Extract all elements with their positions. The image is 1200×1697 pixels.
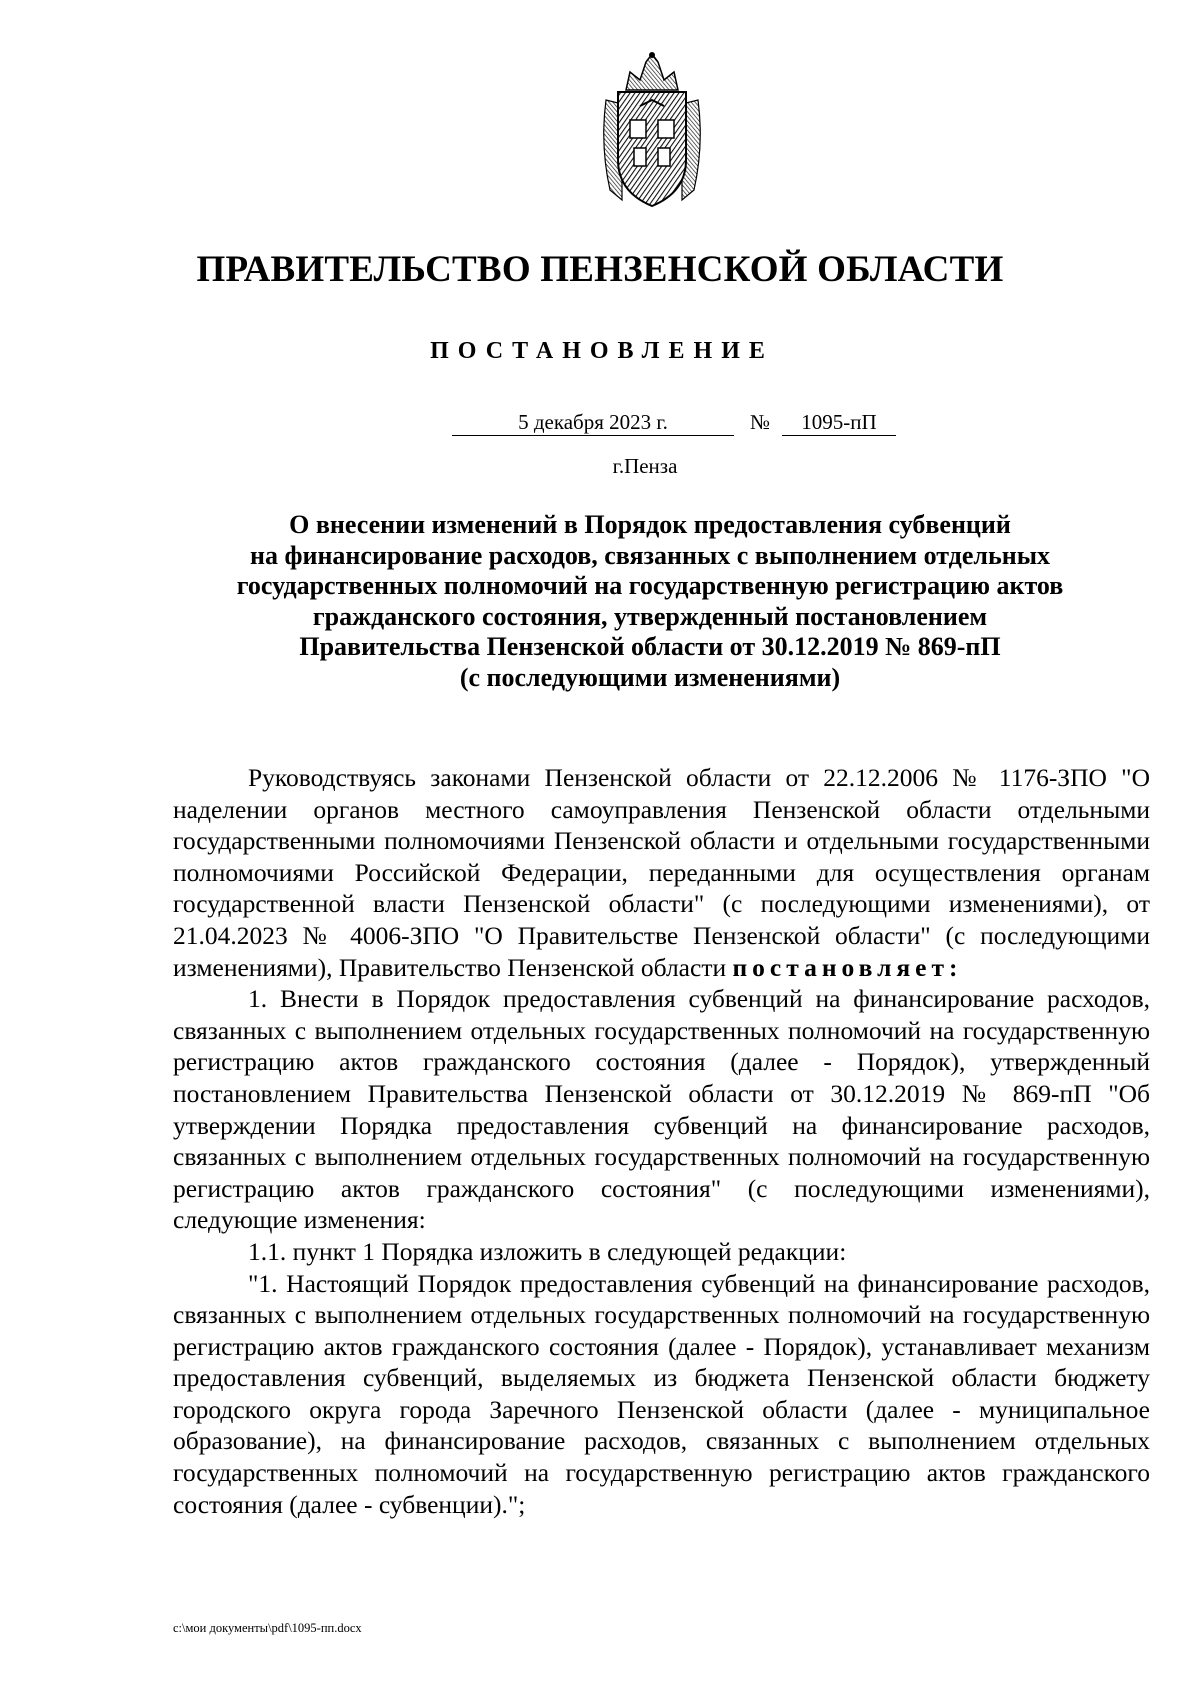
organization-title: ПРАВИТЕЛЬСТВО ПЕНЗЕНСКОЙ ОБЛАСТИ	[196, 249, 1004, 290]
heading-line: О внесении изменений в Порядок предоставления субвенций	[289, 510, 1011, 539]
body-paragraph-item-1: 1. Внести в Порядок предоставления субвенций на финансирование расходов, связанных с выполнением отдельных государственных полномочий на государственную регистрацию актов гражданского состояния (далее - Порядок), утвержденный постановлением Правительства Пензенской области от 30.12.2019 № 869-пП "Об утверждении Порядка предоставления субвенций на финансирование расходов, связанных с выполнением отдельных государственных полномочий на государственную регистрацию актов гражданского состояния" (с последующими изменениями), следующие изменения:	[173, 984, 1150, 1235]
heading-line: Правительства Пензенской области от 30.12.2019 № 869-пП	[299, 632, 1001, 661]
heading-line: государственных полномочий на государственную регистрацию актов	[236, 571, 1064, 600]
number-sign: №	[750, 410, 771, 434]
body-paragraph-item-1-1: 1.1. пункт 1 Порядка изложить в следующей редакции:	[248, 1236, 847, 1266]
heading-line: гражданского состояния, утвержденный постановлением	[312, 601, 988, 631]
document-type: ПОСТАНОВЛЕНИЕ	[430, 338, 774, 364]
heading-line: на финансирование расходов, связанных с выполнением отдельных	[250, 540, 1050, 570]
heading-line: (с последующими изменениями)	[459, 662, 841, 692]
document-number: 1095-пП	[782, 409, 896, 436]
document-body	[173, 762, 1150, 1520]
document-date: 5 декабря 2023 г.	[452, 409, 734, 436]
body-paragraph-quoted: "1. Настоящий Порядок предоставления субвенций на финансирование расходов, связанных с выполнением отдельных государственных полномочий на государственную регистрацию актов гражданского состояния (далее - Порядок), устанавливает механизм предоставления субвенций, выделяемых из бюджета Пензенской области бюджету городского округа города Заречного Пензенской области (далее - муниципальное образование), на финансирование расходов, связанных с выполнением отдельных государственных полномочий на государственную регистрацию актов гражданского состояния (далее - субвенции).";	[173, 1268, 1150, 1519]
footer-file-path: c:\мои документы\pdf\1095-пп.docx	[173, 1621, 362, 1635]
document-city: г.Пенза	[612, 454, 678, 478]
coat-of-arms-icon	[596, 50, 708, 210]
document-heading	[150, 510, 1150, 693]
resolves-keyword: постановляет:	[732, 952, 963, 982]
body-paragraph-preamble	[173, 762, 1150, 983]
preamble-text: Руководствуясь законами Пензенской области от 22.12.2006 № 1176-ЗПО "О наделении органов местного самоуправления Пензенской области отдельными государственными полномочиями Пензенской области и отдельными государственными полномочиями Российской Федерации, переданными для осуществления органам государственной власти Пензенской области" (с последующими изменениями), от 21.04.2023 № 4006-ЗПО "О Правительстве Пензенской области" (с последующими изменениями), Правительство Пензенской области	[173, 763, 1150, 982]
